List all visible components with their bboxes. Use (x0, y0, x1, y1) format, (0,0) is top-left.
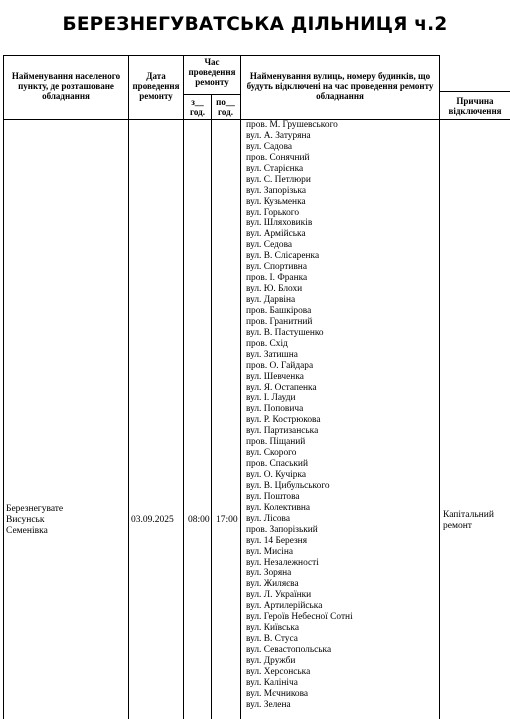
street-item: вул. В. Цибульського (246, 480, 330, 491)
street-item: пров. Запорізький (246, 524, 318, 535)
street-item: вул. О. Кучірка (246, 470, 307, 480)
col-divider-3 (211, 94, 212, 719)
street-item: пров. Піщаний (246, 437, 306, 448)
header-date: Дата проведення ремонту (132, 71, 180, 101)
street-item: вул. Я. Остапенка (246, 382, 317, 393)
street-item: пров. Башкірова (246, 305, 312, 316)
street-item: вул. Дарвіна (246, 295, 296, 305)
street-item: вул. Садова (246, 141, 293, 152)
col-divider-1 (128, 55, 129, 719)
localities-cell (6, 504, 126, 537)
street-item: вул. Шляховиків (246, 218, 313, 229)
street-item: вул. 14 Березня (246, 535, 308, 546)
street-item: вул. В. Стуса (246, 634, 298, 645)
street-item: пров. Спаський (246, 459, 308, 470)
header-time-from: з__ год. (190, 97, 205, 117)
street-item: вул. Партизанська (246, 426, 319, 437)
reason-cell: Капітальний ремонт (443, 510, 494, 531)
street-item: вул. Л. Українки (246, 590, 312, 601)
street-item: вул. В. Слісаренка (246, 251, 320, 262)
street-item: вул. Мєчникова (246, 688, 309, 699)
street-item: вул. Жиляєва (246, 579, 299, 590)
reason-header-top (439, 91, 510, 92)
street-item: вул. Ю. Блохи (246, 284, 303, 295)
street-item: вул. Скорого (246, 448, 297, 459)
street-list (246, 120, 441, 711)
street-item: вул. Р. Кострюкова (246, 415, 321, 426)
street-item: вул. Героїв Небесної Сотні (246, 612, 353, 623)
locality-name: Березнегувате (6, 504, 64, 514)
date-cell: 03.09.2025 (131, 515, 174, 525)
street-item: вул. С. Петлюри (246, 174, 311, 185)
street-item: вул. В. Пастушенко (246, 327, 324, 338)
street-item: вул. Калініча (246, 677, 298, 688)
street-item: вул. Поштова (246, 491, 300, 502)
locality-name: Семенівка (6, 526, 48, 536)
street-item: вул. Зелена (246, 699, 291, 710)
street-item: вул. Запорізька (246, 185, 307, 196)
street-item: вул. Київська (246, 623, 300, 634)
street-item: вул. Артилерійська (246, 601, 323, 612)
street-item: пров. М. Грушевського (246, 120, 338, 130)
header-locality: Найменування населеного пункту, де розташоване обладнання (11, 71, 121, 101)
street-item: вул. Затишна (246, 349, 298, 360)
time-from-cell: 08:00 (188, 515, 210, 525)
col-divider-2 (183, 55, 184, 719)
page-title: БЕРЕЗНЕГУВАТСЬКА ДІЛЬНИЦЯ ч.2 (62, 14, 448, 35)
street-item: пров. Сонячний (246, 152, 310, 163)
street-item: вул. Поповича (246, 404, 304, 415)
header-time: Час проведення ремонту (188, 57, 236, 87)
street-item: вул. Зоряна (246, 568, 292, 579)
header-time-to: по__ год. (216, 97, 235, 117)
street-item: вул. Херсонська (246, 666, 311, 677)
street-item: вул. Армійська (246, 229, 306, 240)
street-item: пров. Схід (246, 338, 288, 349)
street-item: вул. Дружби (246, 655, 296, 666)
street-item: вул. Спортивна (246, 262, 307, 273)
street-item: вул. І. Лауди (246, 393, 296, 404)
table-border-top (3, 55, 439, 56)
street-item: вул. Кузьменка (246, 196, 306, 207)
col-divider-4 (240, 55, 241, 719)
street-item: вул. Незалежності (246, 557, 319, 568)
locality-name: Висунськ (6, 515, 45, 525)
street-item: пров. О. Гайдара (246, 360, 314, 371)
street-item: пров. Гранитний (246, 316, 313, 327)
street-item: вул. Лісова (246, 513, 291, 524)
street-item: вул. Горького (246, 207, 300, 218)
street-item: вул. Старієнка (246, 163, 304, 174)
street-item: вул. Седова (246, 240, 293, 251)
header-reason: Причина відключення (448, 96, 502, 116)
street-item: вул. Колективна (246, 502, 311, 513)
street-item: вул. Севастопольська (246, 645, 332, 655)
street-item: вул. Мисіна (246, 546, 294, 557)
time-to-cell: 17:00 (216, 515, 238, 525)
header-streets: Найменування вулиць, номеру будинків, що будуть відключені на час проведення ремонту обладнання (246, 71, 434, 101)
table-border-left (3, 55, 4, 719)
street-item: вул. Шевченка (246, 371, 304, 382)
street-item: пров. І. Франка (246, 273, 308, 284)
street-item: вул. А. Затуряна (246, 130, 311, 141)
